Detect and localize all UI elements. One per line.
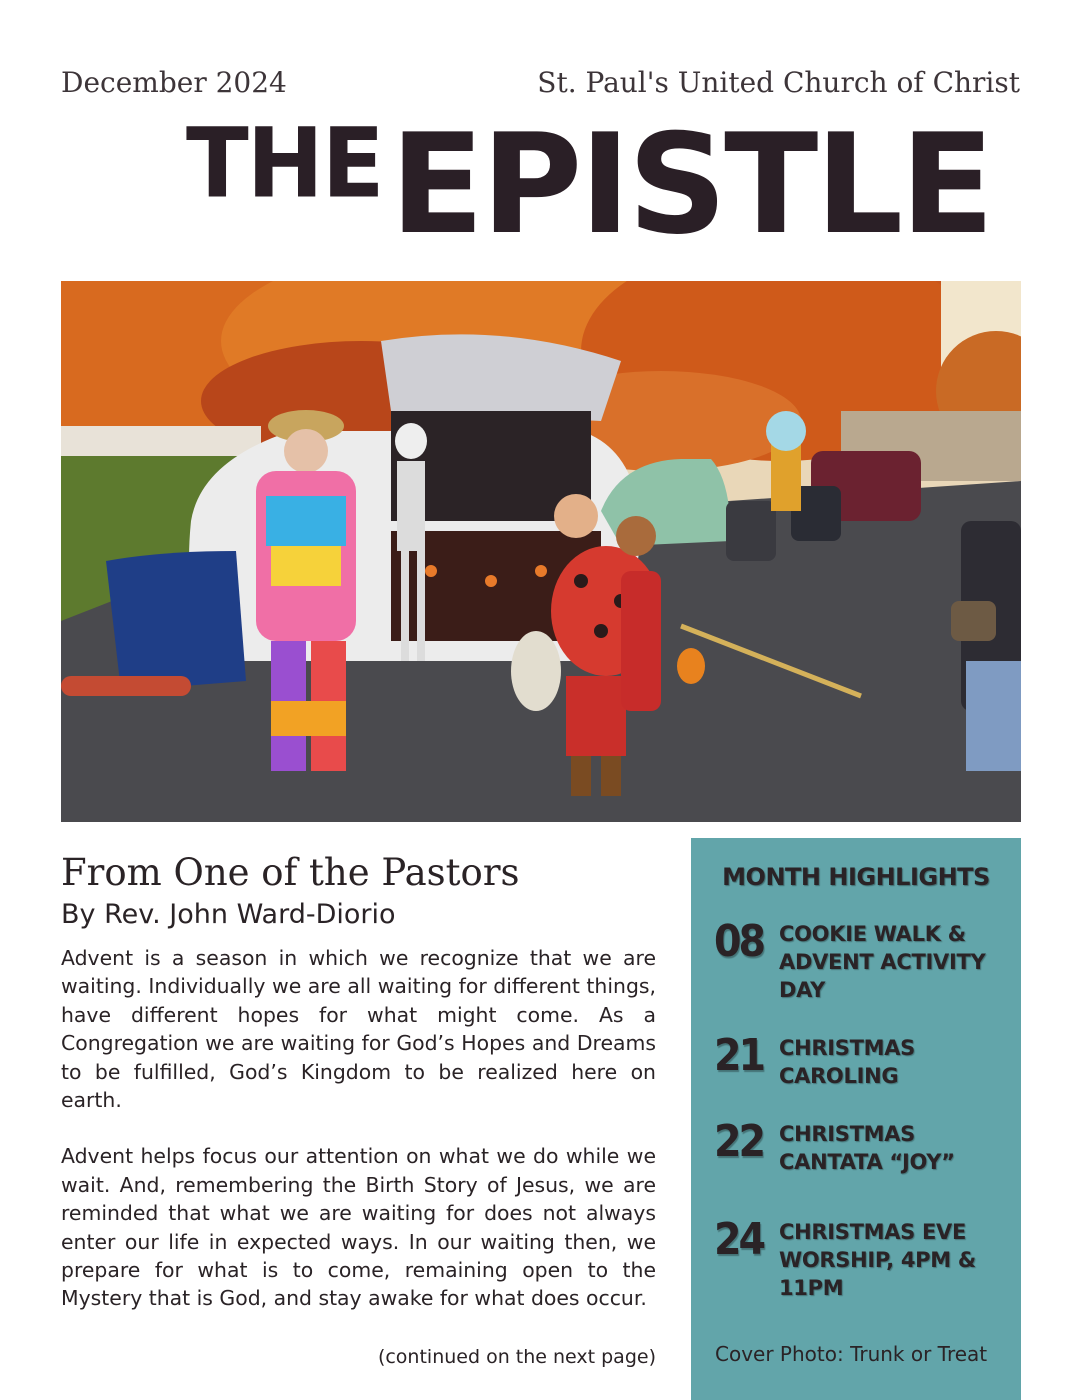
highlight-event: CHRISTMAS CAROLING — [779, 1036, 915, 1088]
highlight-event: CHRISTMAS CANTATA “JOY” — [779, 1122, 955, 1174]
masthead-epistle: EPISTLE — [390, 104, 992, 265]
article-body — [61, 944, 656, 1341]
header-date: December 2024 — [61, 66, 287, 99]
masthead-the: THE — [186, 107, 383, 220]
photo-credit: Cover Photo: Trunk or Treat — [715, 1342, 988, 1366]
highlight-day: 22 — [714, 1116, 764, 1167]
article-paragraph: Advent helps focus our attention on what we do while we wait. And, remembering the Birth Story of Jesus, we are reminded that what we are waiting for does not always enter our life in expected ways. In our waiting then, we prepare for what is to come, remaining open to the Mystery that is God, and stay awake for what does occur. — [61, 1144, 656, 1311]
header-church-name: St. Paul's United Church of Christ — [537, 66, 1020, 99]
highlight-event: CHRISTMAS EVE WORSHIP, 4PM & 11PM — [779, 1220, 976, 1300]
article-paragraph: Advent is a season in which we recognize that we are waiting. Individually we are all waiting for different things, have different hopes for what might come. As a Congregation we are waiting for God’s Hopes and Dreams to be fulfilled, God’s Kingdom to be realized here on earth. — [61, 946, 656, 1113]
month-highlights-panel — [691, 838, 1021, 1400]
highlight-day: 08 — [714, 916, 764, 967]
highlights-heading: MONTH HIGHLIGHTS — [722, 863, 990, 891]
continued-note: (continued on the next page) — [377, 1346, 656, 1368]
cover-photo — [61, 281, 1021, 822]
highlight-day: 24 — [714, 1214, 764, 1265]
highlight-day: 21 — [714, 1030, 764, 1081]
article-byline: By Rev. John Ward-Diorio — [61, 899, 396, 930]
highlight-event: COOKIE WALK & ADVENT ACTIVITY DAY — [779, 922, 986, 1002]
article-title: From One of the Pastors — [61, 851, 520, 894]
